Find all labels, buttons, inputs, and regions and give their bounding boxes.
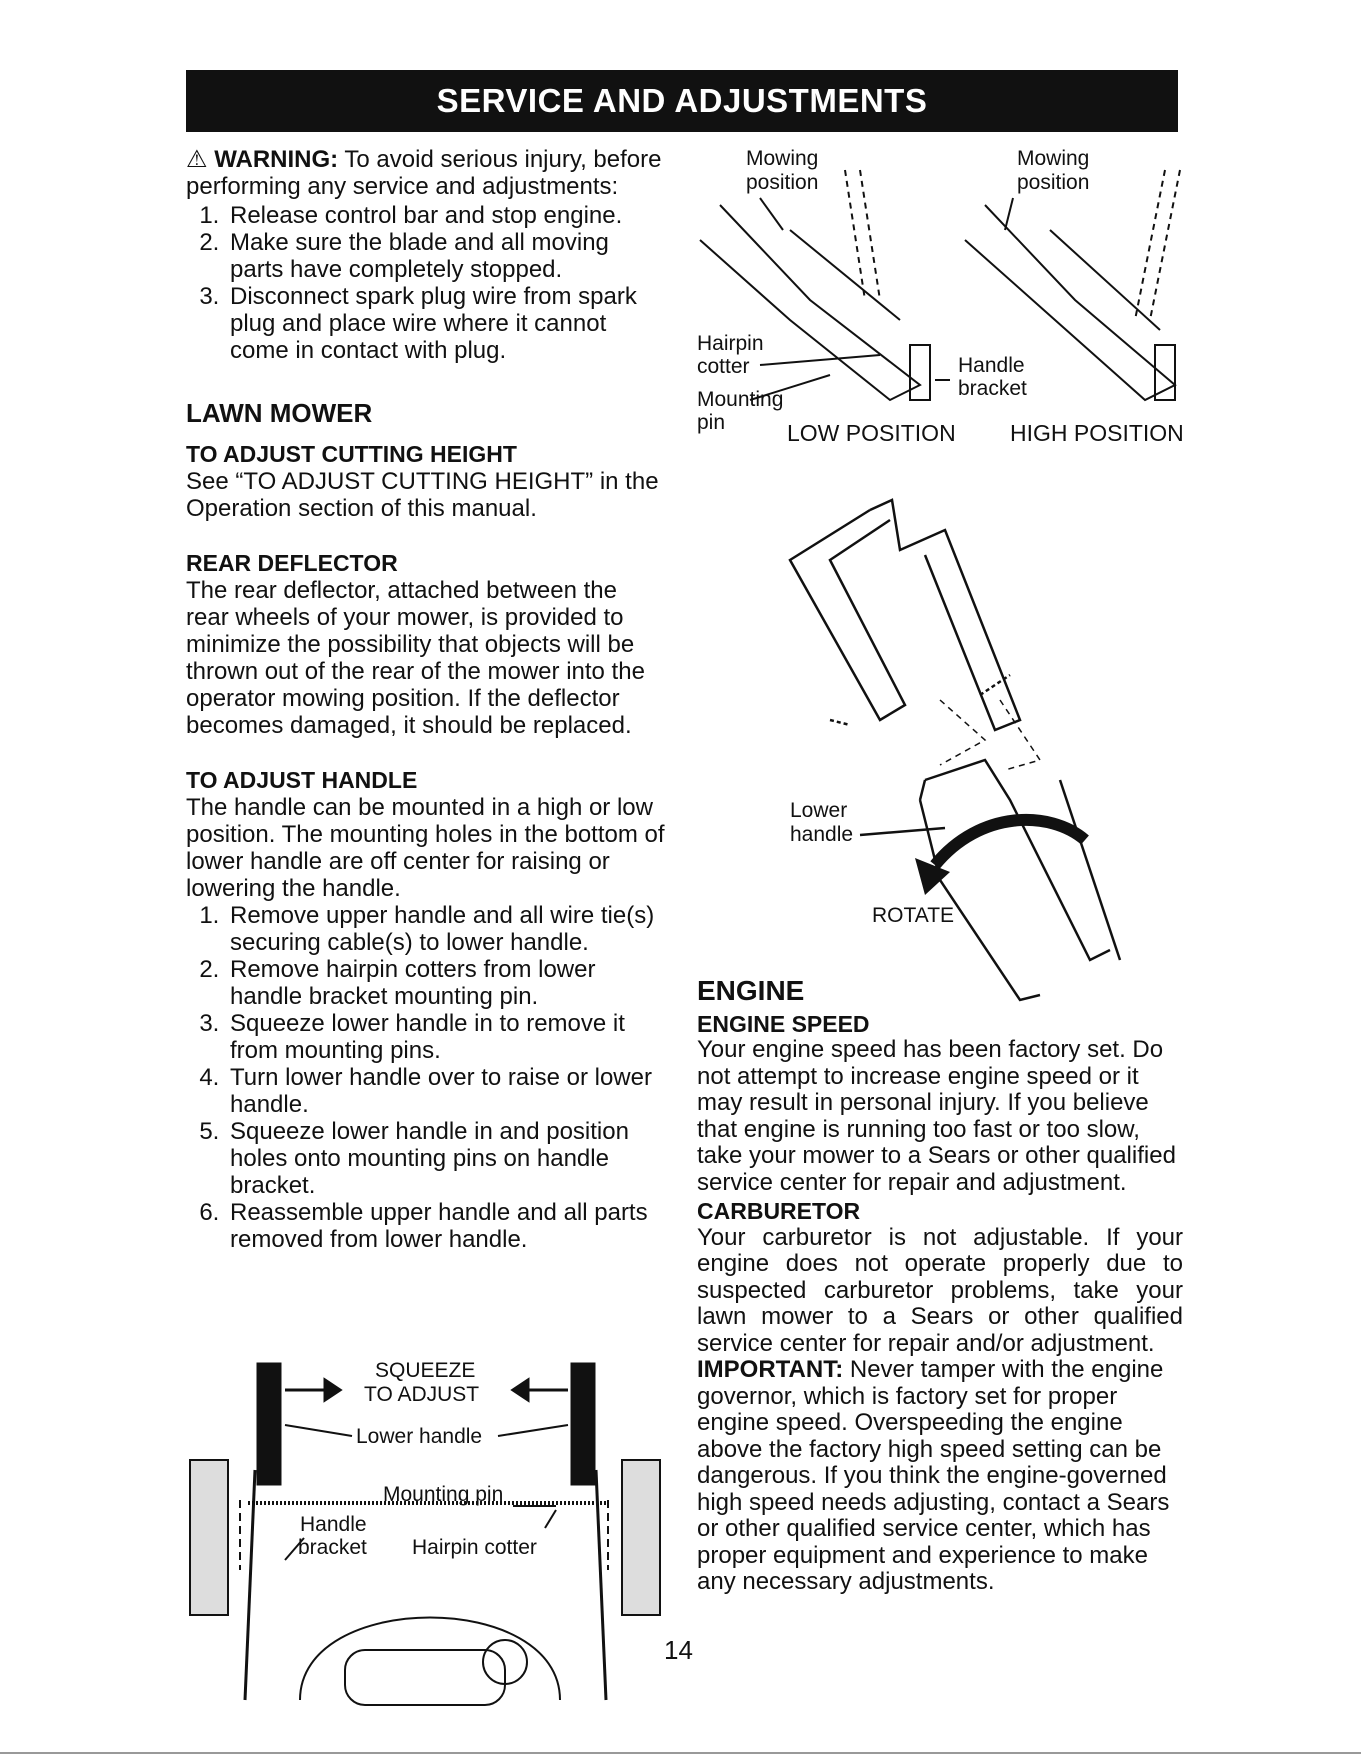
engine-speed-heading: ENGINE SPEED [697,1010,870,1037]
right-column [697,975,1183,1596]
warning-intro: To avoid serious injury, before performing any service and adjustments: [186,146,662,200]
carburetor-text: Your carburetor is not adjustable. If your engine does not operate properly due to suspected carburetor problems, take your lawn mower to a Sears or other qualified service center for repair and/or adjustment. [697,1223,1183,1357]
high-position-label: HIGH POSITION [1010,420,1184,446]
page-number: 14 [664,1635,693,1665]
warning-steps [186,202,666,364]
low-position-label: LOW POSITION [787,420,956,446]
cotter-label: cotter [697,355,750,378]
important-text: Never tamper with the engine governor, which is factory set for proper engine speed. Overspeeding the engine above the factory high speed setting can be dangerous. If you think the engine-governed high speed needs adjusting, contact a Sears or other qualified service center, which has proper equipment and experience to make any necessary adjustments. [697,1356,1170,1595]
warning-paragraph [186,146,666,200]
position-left-label: position [746,171,819,194]
adjust-handle-text: The handle can be mounted in a high or low position. The mounting holes in the bottom of lower handle are off center for raising or lowering the handle. [186,794,665,902]
handle-label: Handle [300,1513,367,1536]
adjust-handle-step: 6. Reassemble upper handle and all parts removed from lower handle. [226,1199,666,1253]
hairpin-label: Hairpin [697,332,764,355]
engine-heading: ENGINE [697,975,805,1006]
carburetor-heading: CARBURETOR [697,1198,861,1224]
lawn-mower-heading: LAWN MOWER [186,398,373,428]
rear-deflector-heading: REAR DEFLECTOR [186,550,398,576]
cutting-height-text: See “TO ADJUST CUTTING HEIGHT” in the Operation section of this manual. [186,468,659,522]
squeeze-label: SQUEEZE [375,1359,476,1382]
important-label: IMPORTANT: [697,1356,844,1383]
bracket-label: bracket [298,1536,367,1559]
adjust-handle-step: 1. Remove upper handle and all wire tie(s) securing cable(s) to lower handle. [226,902,666,956]
warning-icon: ⚠ [186,146,208,173]
mowing-left-label: Mowing [746,147,819,170]
pin-label: pin [697,411,726,434]
warning-step: 3. Disconnect spark plug wire from spark plug and place wire where it cannot come in contact with plug. [226,283,666,364]
hairpin-cotter-label: Hairpin cotter [412,1536,537,1559]
mounting-label: Mounting [697,388,784,411]
mowing-right-label: Mowing [1017,147,1090,170]
page-header: SERVICE AND ADJUSTMENTS [186,70,1178,132]
to-adjust-label: TO ADJUST [364,1383,480,1406]
warning-step: 1. Release control bar and stop engine. [226,202,666,229]
handle-bracket-label-1: Handle [958,354,1025,377]
rotate-label: ROTATE [872,904,955,927]
warning-label: WARNING: [214,146,339,173]
cutting-height-heading: TO ADJUST CUTTING HEIGHT [186,441,517,467]
lower-handle-label: Lower handle [356,1425,483,1448]
adjust-handle-step: 3. Squeeze lower handle in to remove it from mounting pins. [226,1010,666,1064]
handle-bracket-label-2: bracket [958,377,1027,400]
lower-label: Lower [790,799,848,822]
handle-label-rotate: handle [790,823,854,846]
position-right-label: position [1017,171,1090,194]
adjust-handle-step: 5. Squeeze lower handle in and position holes onto mounting pins on handle bracket. [226,1118,666,1199]
adjust-handle-step: 4. Turn lower handle over to raise or lower handle. [226,1064,666,1118]
adjust-handle-steps [186,902,666,1253]
rear-deflector-text: The rear deflector, attached between the rear wheels of your mower, is provided to minimize the possibility that objects will be thrown out of the rear of the mower into the operator mowing position. If the deflector becomes damaged, it should be replaced. [186,577,645,739]
adjust-handle-step: 2. Remove hairpin cotters from lower handle bracket mounting pin. [226,956,666,1010]
left-column [186,146,666,1253]
engine-speed-text: Your engine speed has been factory set. Do not attempt to increase engine speed or it may result in personal injury. If you believe that engine is running too fast or too slow, take your mower to a Sears or other qualified service center for repair and adjustment. [697,1036,1176,1196]
bottom-rule [0,1752,1361,1754]
mounting-pin-label: Mounting pin [383,1483,504,1506]
important-paragraph [697,1357,1183,1596]
warning-step: 2. Make sure the blade and all moving parts have completely stopped. [226,229,666,283]
adjust-handle-heading: TO ADJUST HANDLE [186,767,418,793]
